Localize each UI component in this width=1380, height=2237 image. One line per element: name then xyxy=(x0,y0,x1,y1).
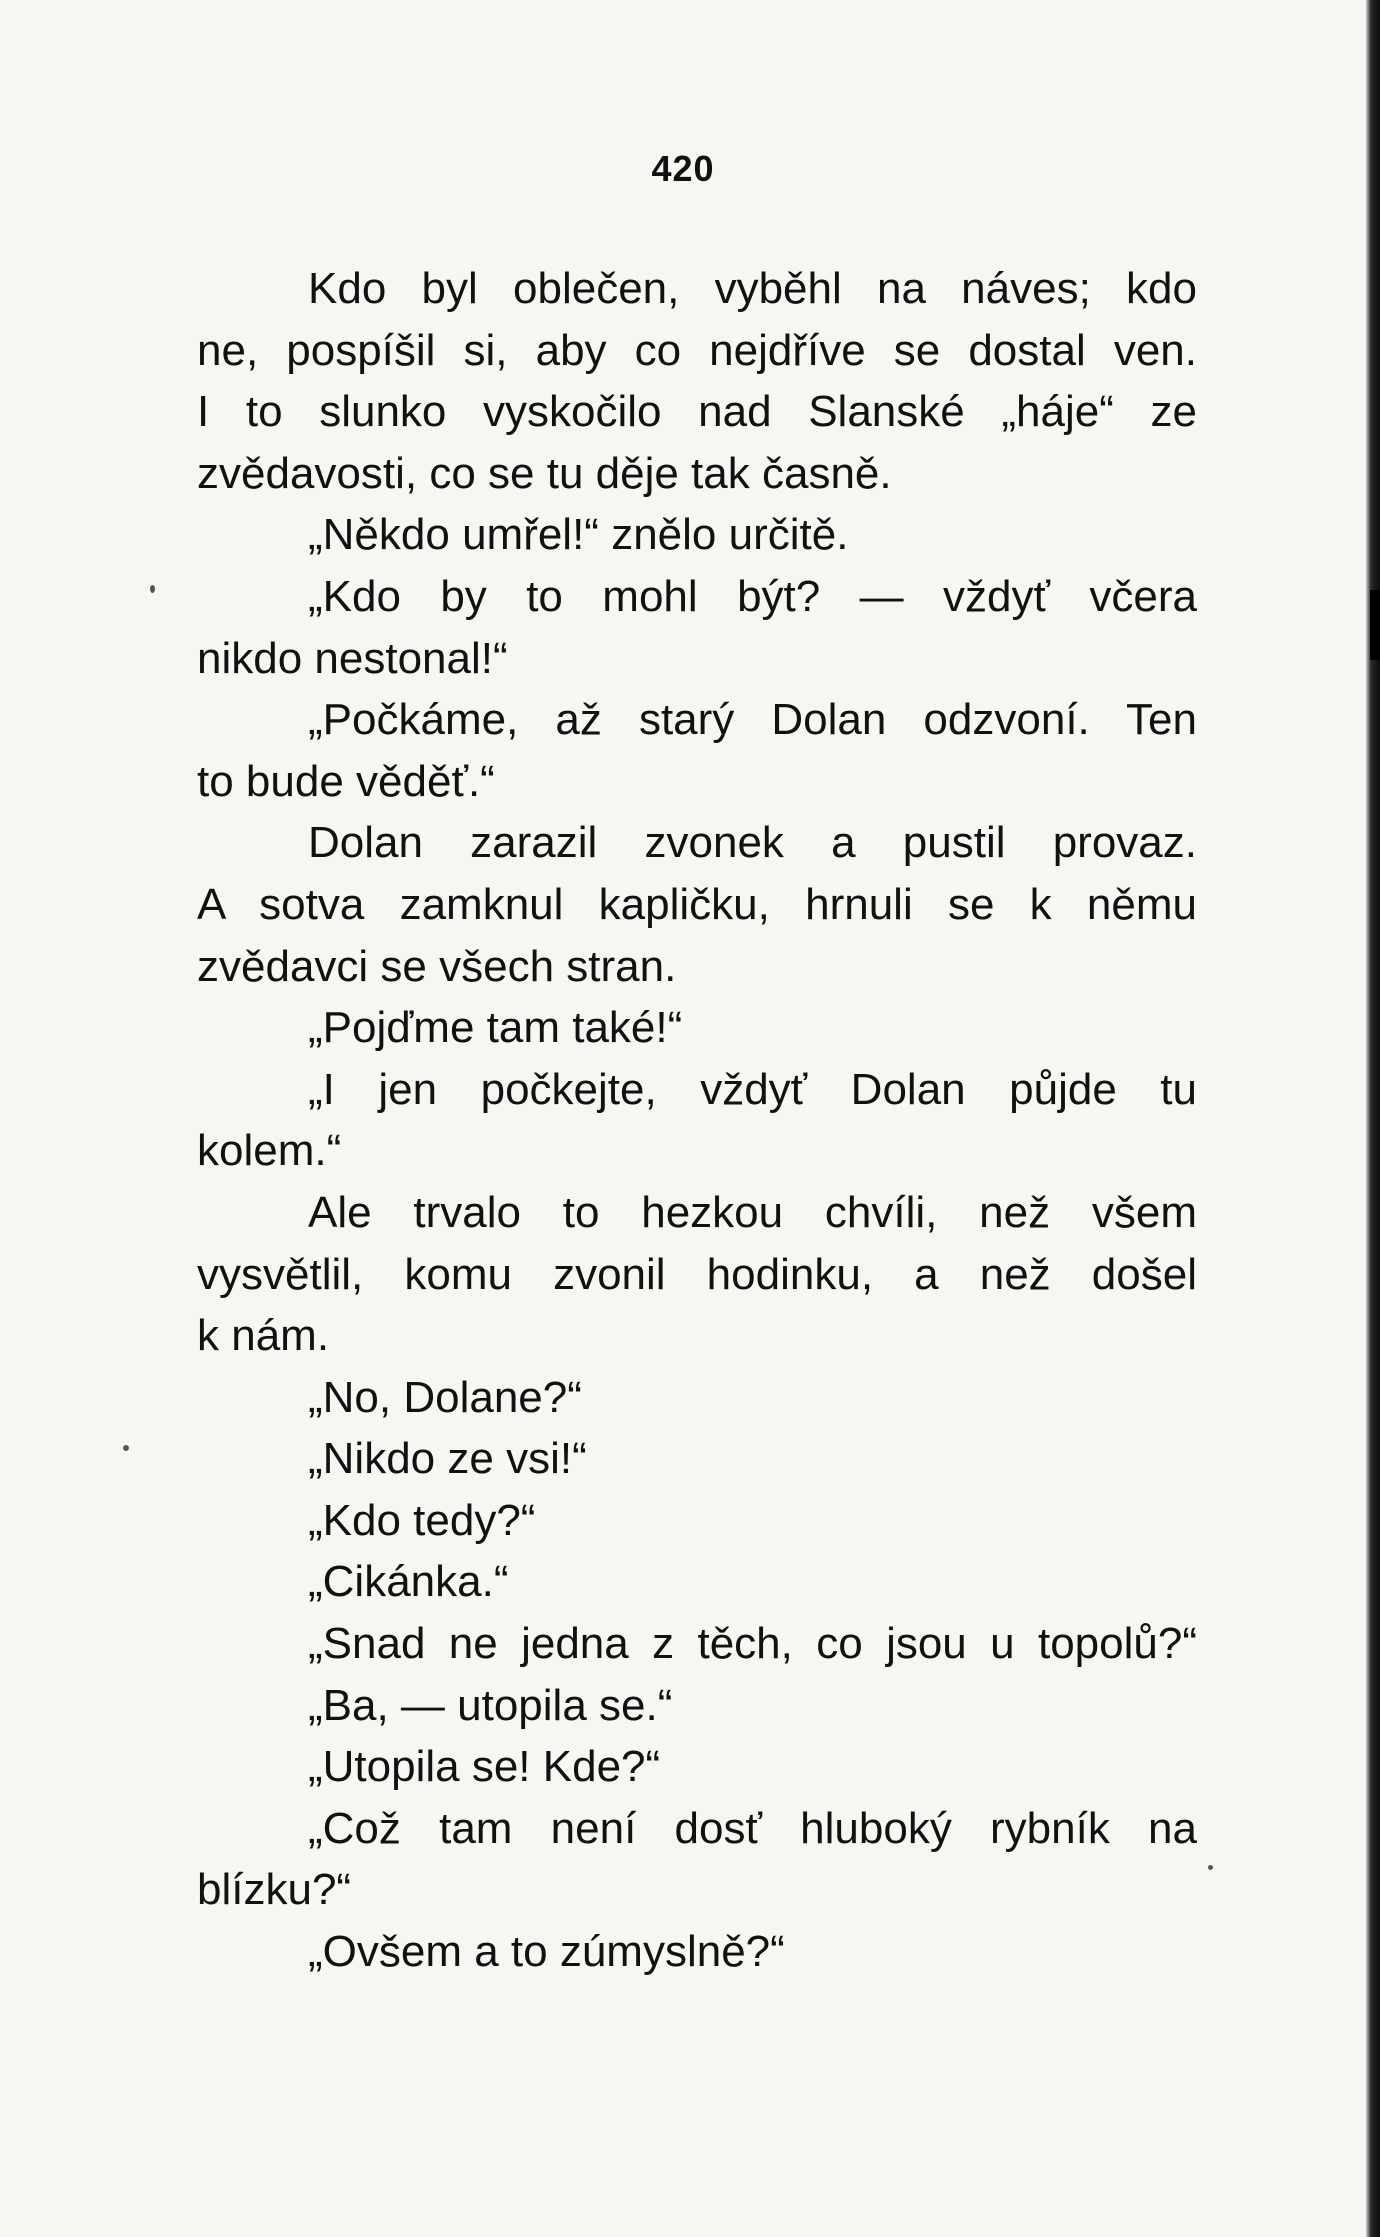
text-line: nikdo nestonal!“ xyxy=(197,633,508,683)
text-line: „Pojďme tam také!“ xyxy=(308,1003,683,1053)
text-line: Kdo byl oblečen, vyběhl na náves; kdo xyxy=(308,264,1197,313)
text-line: „Snad ne jedna z těch, co jsou u topolů?“ xyxy=(308,1619,1197,1669)
text-line: „I jen počkejte, vždyť Dolan půjde tu xyxy=(308,1064,1197,1114)
print-speck xyxy=(123,1445,129,1451)
page-edge-mark xyxy=(1370,590,1380,660)
text-line: kolem.“ xyxy=(197,1126,342,1176)
text-line: „No, Dolane?“ xyxy=(308,1372,582,1422)
text-line: „Cikánka.“ xyxy=(308,1557,509,1607)
text-line: „Ovšem a to zúmyslně?“ xyxy=(308,1927,785,1977)
text-line: „Někdo umřel!“ znělo určitě. xyxy=(308,510,849,560)
text-line: „Což tam není dosť hluboký rybník na xyxy=(308,1803,1197,1853)
text-line: Dolan zarazil zvonek a pustil provaz. xyxy=(308,818,1197,868)
print-speck xyxy=(150,585,155,593)
body-text xyxy=(197,258,1197,1983)
text-line: zvědavci se všech stran. xyxy=(197,941,677,991)
text-line: A sotva zamknul kapličku, hrnuli se k němu xyxy=(197,879,1197,929)
text-line: zvědavosti, co se tu děje tak časně. xyxy=(197,448,892,498)
text-line: to bude věděť.“ xyxy=(197,756,495,806)
page-edge-shadow xyxy=(1366,0,1380,2237)
text-line: k nám. xyxy=(197,1311,330,1361)
text-line: „Kdo by to mohl být? — vždyť včera xyxy=(308,571,1197,621)
text-line: I to slunko vyskočilo nad Slanské „háje“ ze xyxy=(197,387,1197,437)
text-line: „Utopila se! Kde?“ xyxy=(308,1742,661,1792)
text-line: ne, pospíšil si, aby co nejdříve se dostal ven. xyxy=(197,325,1197,375)
text-line: „Nikdo ze vsi!“ xyxy=(308,1434,587,1484)
text-line: „Kdo tedy?“ xyxy=(308,1495,536,1545)
text-line: Ale trvalo to hezkou chvíli, než všem xyxy=(308,1187,1197,1237)
page-number: 420 xyxy=(651,148,715,189)
text-line: vysvětlil, komu zvonil hodinku, a než došel xyxy=(197,1249,1197,1299)
text-line: „Počkáme, až starý Dolan odzvoní. Ten xyxy=(308,695,1197,745)
text-line: „Ba, — utopila se.“ xyxy=(308,1680,673,1730)
print-speck xyxy=(1208,1865,1213,1870)
text-line: blízku?“ xyxy=(197,1865,352,1915)
